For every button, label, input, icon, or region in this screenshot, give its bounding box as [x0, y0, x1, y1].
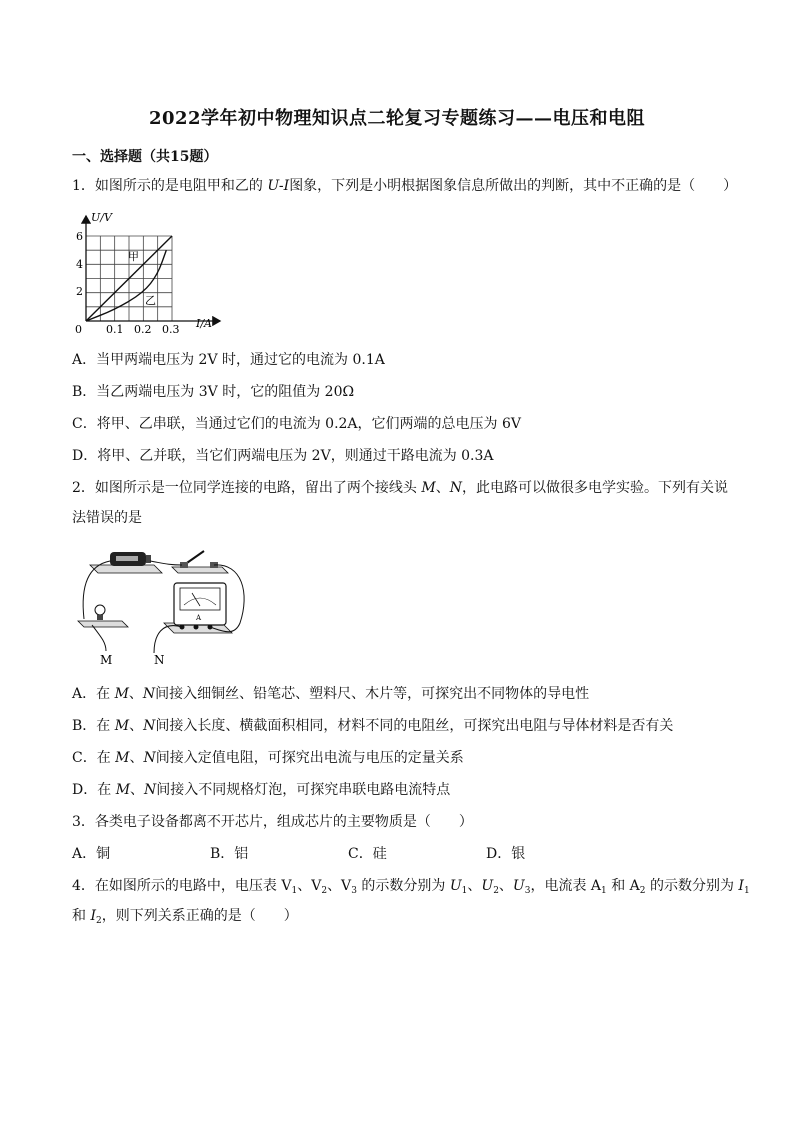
- y-tick-4: 4: [76, 258, 83, 271]
- question-3-stem: 3．各类电子设备都离不开芯片，组成芯片的主要物质是（ ）: [72, 814, 473, 830]
- question-2-stem-line1: 2．如图所示是一位同学连接的电路，留出了两个接线头 M、N，此电路可以做很多电学实验。下列有关说: [72, 480, 728, 496]
- ui-graph: [72, 210, 232, 335]
- x-tick-0-3: 0.3: [162, 323, 180, 335]
- question-4-stem-line1: 4．在如图所示的电路中，电压表 $V_1$、$V_2$、$V_3$ 的示数分别为 $U_1$、$U_2$、$U_3$，电流表 $A_1$ 和 $A_2$ 的示数分别为 $I_1$: [72, 878, 750, 896]
- terminal-n-label: N: [154, 653, 165, 667]
- lamp-icon: [95, 605, 105, 615]
- series-yi-line: [86, 250, 166, 321]
- y-tick-2: 2: [76, 285, 83, 298]
- y-axis-label: U/V: [91, 211, 112, 224]
- x-axis-label: I/A: [196, 317, 212, 330]
- svg-text:A: A: [196, 614, 202, 622]
- section-heading: 一、选择题（共15题）: [72, 149, 218, 165]
- question-4-stem-line2: 和 $I_2$，则下列关系正确的是（ ）: [72, 908, 298, 926]
- origin-label: 0: [75, 323, 82, 335]
- circuit-figure: [72, 543, 252, 668]
- q1-option-c: C．将甲、乙串联，当通过它们的电流为 0.2A，它们两端的总电压为 6V: [72, 416, 522, 432]
- q2-option-a: A．在 M、N间接入细铜丝、铅笔芯、塑料尺、木片等，可探究出不同物体的导电性: [72, 686, 590, 702]
- question-1-stem: 1．如图所示的是电阻甲和乙的 U-I图象，下列是小明根据图象信息所做出的判断，其中不正确的是（ ）: [72, 178, 738, 194]
- terminal-m-label: M: [100, 653, 113, 667]
- q2-option-b: B．在 M、N间接入长度、横截面积相同，材料不同的电阻丝，可探究出电阻与导体材料是否有关: [72, 718, 674, 734]
- y-tick-6: 6: [76, 230, 83, 243]
- q1-option-d: D．将甲、乙并联，当它们两端电压为 2V，则通过干路电流为 0.3A: [72, 448, 494, 464]
- series-yi-label: 乙: [145, 294, 156, 307]
- q3-option-d: D．银: [486, 846, 526, 862]
- q3-option-c: C．硅: [348, 846, 387, 862]
- question-2-stem-line2: 法错误的是: [72, 510, 142, 526]
- q2-option-d: D．在 M、N间接入不同规格灯泡，可探究串联电路电流特点: [72, 782, 451, 798]
- q1-option-a: A．当甲两端电压为 2V 时，通过它的电流为 0.1A: [72, 352, 385, 368]
- q2-option-c: C．在 M、N间接入定值电阻，可探究出电流与电压的定量关系: [72, 750, 464, 766]
- q1-option-b: B．当乙两端电压为 3V 时，它的阻值为 20Ω: [72, 384, 355, 400]
- x-tick-0-2: 0.2: [134, 323, 152, 335]
- series-jia-label: 甲: [128, 250, 139, 263]
- q3-option-b: B．铝: [210, 846, 249, 862]
- x-tick-0-1: 0.1: [106, 323, 124, 335]
- document-title: 2022学年初中物理知识点二轮复习专题练习——电压和电阻: [148, 108, 646, 129]
- q3-option-a: A．铜: [72, 846, 111, 862]
